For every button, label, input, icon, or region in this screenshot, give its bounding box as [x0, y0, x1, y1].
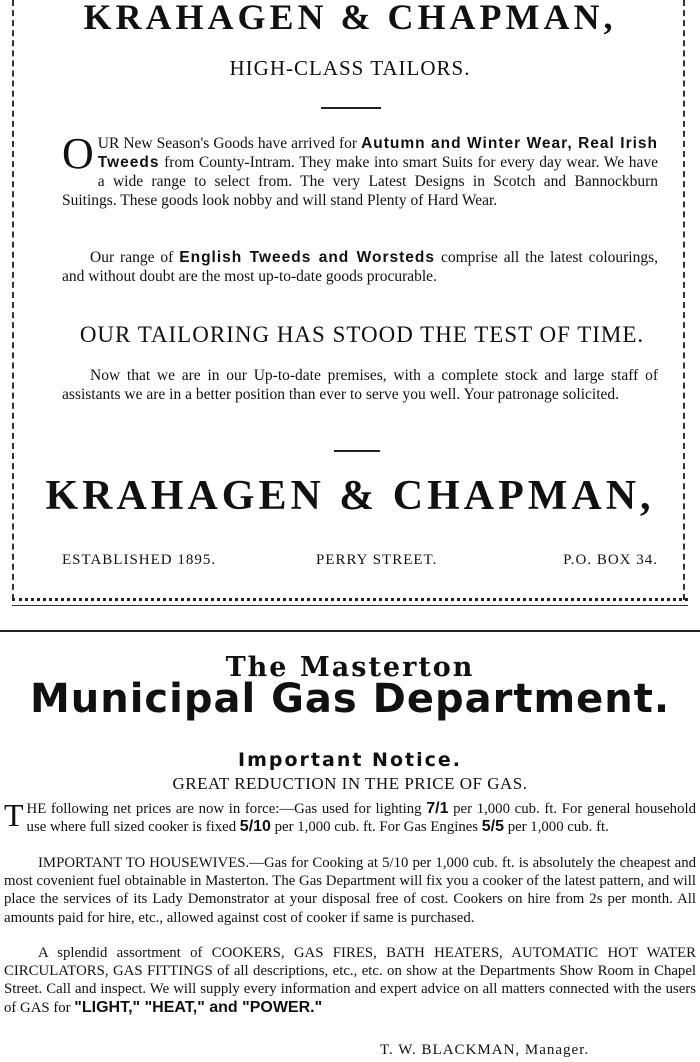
gas-overline: The Masterton [225, 652, 475, 683]
signature-firm-name: KRAHAGEN & CHAPMAN, [45, 473, 655, 519]
paragraph-assortment: A splendid assortment of COOKERS, GAS FIRES, BATH HEATERS, AUTOMATIC HOT WATER CIRCULATORS, GAS FITTINGS of all descriptions, etc., etc. on show at the Departments Show Room in Chapel Street. Call and inspect. We will supply every information and expert advice on all matters connected with the users of GAS for "LIGHT," "HEAT," and "POWER." [4, 945, 696, 1016]
header-firm-name: KRAHAGEN & CHAPMAN, [83, 0, 617, 37]
divider [334, 450, 380, 452]
established-date: ESTABLISHED 1895. [62, 552, 217, 568]
price-lighting: 7/1 [426, 800, 449, 817]
drop-cap: O [62, 129, 94, 178]
drop-cap: T [4, 797, 24, 833]
paragraph-premises: Now that we are in our Up-to-date premises, with a complete stock and large staff of assistants we are in a better position than ever to serve you well. Your patronage solicited. [62, 367, 658, 403]
paragraph-prices: THE following net prices are now in force:—Gas used for lighting 7/1 per 1,000 cub. ft. For general household use where full sized cooker is fixed 5/10 per 1,000 cub. ft. For Gas Engines 5/5 per 1,000 cub. ft. [4, 797, 696, 836]
paragraph-housewives: IMPORTANT TO HOUSEWIVES.—Gas for Cooking at 5/10 per 1,000 cub. ft. is absolutely the cheapest and most covenient fuel obtainable in Masterton. The Gas Department will fix you a cooker of the latest pattern, and will place the services of its Lady Demonstrator at your disposal free of cost. Cookers on hire from 2s per month. All amounts paid for hire, etc., allowed against cost of cooker if same is purchased. [4, 855, 696, 926]
street-address: PERRY STREET. [316, 552, 438, 568]
section-separator [0, 630, 700, 632]
paragraph-new-season: OUR New Season's Goods have arrived for Autumn and Winter Wear, Real Irish Tweeds from County-Intram. They make into smart Suits for every day wear. We have a wide range to select from. The very Latest Designs in Scotch and Bannockburn Suitings. These goods look nobby and will stand Plenty of Hard Wear. [62, 129, 659, 209]
slogan: OUR TAILORING HAS STOOD THE TEST OF TIME. [79, 322, 645, 347]
paragraph-tweeds: Our range of English Tweeds and Worsteds comprise all the latest colourings, and without doubt are the most up-to-date goods procurable. [62, 249, 658, 285]
manager-signature: T. W. BLACKMAN, Manager. [380, 1042, 590, 1058]
price-engines: 5/5 [481, 818, 505, 836]
gas-title: Municipal Gas Department. [29, 676, 671, 722]
header-subtitle: HIGH-CLASS TAILORS. [229, 56, 471, 80]
notice-subtitle: GREAT REDUCTION IN THE PRICE OF GAS. [172, 774, 528, 793]
ad-border-bottom [12, 598, 688, 606]
divider [321, 107, 381, 109]
price-cooker: 5/10 [239, 818, 271, 836]
tailors-advertisement [12, 0, 688, 600]
notice-heading: Important Notice. [238, 749, 462, 771]
po-box: P.O. BOX 34. [563, 552, 658, 568]
